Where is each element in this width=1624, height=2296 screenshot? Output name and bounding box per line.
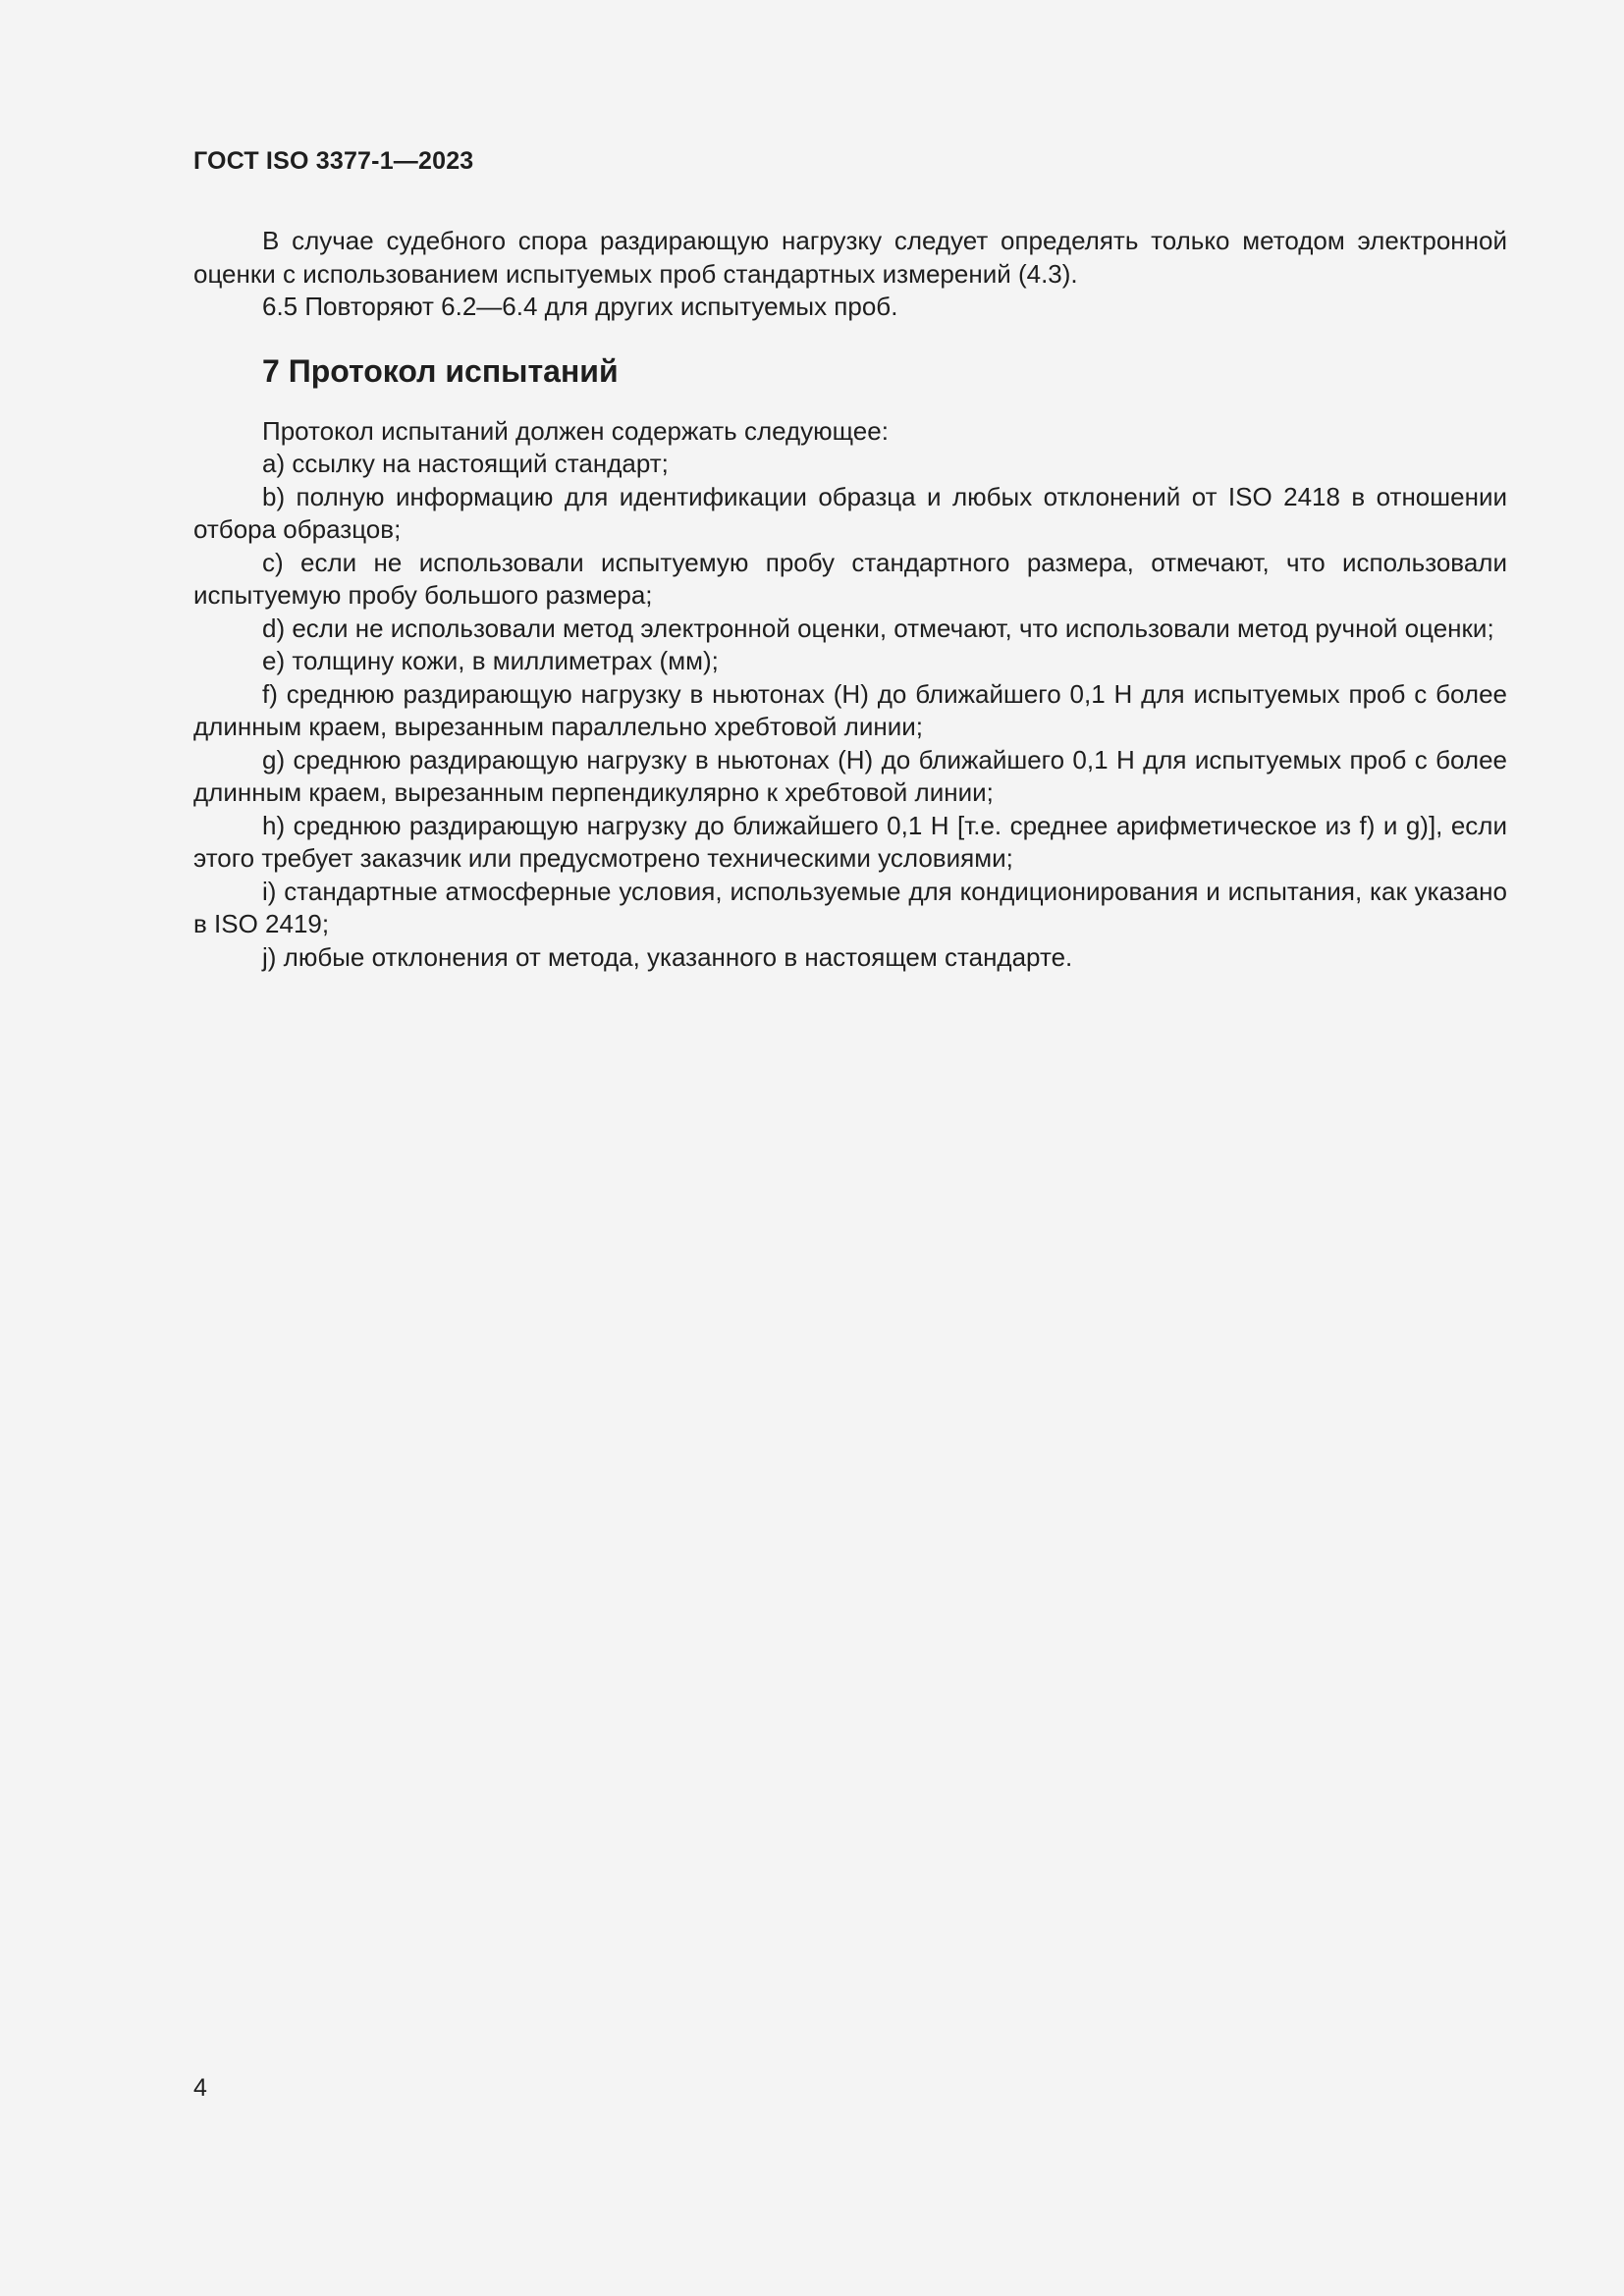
list-item-c: c) если не использовали испытуемую пробу стандартного размера, отмечают, что использовали испытуемую пробу большого размера;: [193, 547, 1507, 610]
page-body: [193, 225, 1507, 974]
page-number: 4: [193, 2074, 207, 2102]
list-item-b: b) полную информацию для идентификации образца и любых отклонений от ISO 2418 в отношении отбора образцов;: [193, 481, 1507, 544]
paragraph-6-5: 6.5 Повторяют 6.2—6.4 для других испытуемых проб.: [262, 292, 898, 321]
section-lead: Протокол испытаний должен содержать следующее:: [262, 415, 889, 446]
list-item-a: a) ссылку на настоящий стандарт;: [262, 449, 669, 478]
list-item-g: g) среднюю раздирающую нагрузку в ньютонах (Н) до ближайшего 0,1 Н для испытуемых проб с более длинным краем, вырезанным перпендикулярно к хребтовой линии;: [193, 744, 1507, 807]
list-item-e: e) толщину кожи, в миллиметрах (мм);: [262, 646, 719, 675]
list-item-i: i) стандартные атмосферные условия, используемые для кондиционирования и испытания, как указано в ISO 2419;: [193, 876, 1507, 938]
list-item-f: f) среднюю раздирающую нагрузку в ньютонах (Н) до ближайшего 0,1 Н для испытуемых проб с более длинным краем, вырезанным параллельно хребтовой линии;: [193, 678, 1507, 741]
list-item-d: d) если не использовали метод электронной оценки, отмечают, что использовали метод ручной оценки;: [262, 613, 1494, 643]
list-item-j: j) любые отклонения от метода, указанного в настоящем стандарте.: [262, 941, 1073, 972]
list-item-h: h) среднюю раздирающую нагрузку до ближайшего 0,1 Н [т.е. среднее арифметическое из f) и g)], если этого требует заказчик или предусмотрено техническими условиями;: [193, 810, 1507, 873]
document-header: ГОСТ ISO 3377-1—2023: [193, 147, 474, 175]
section-title: 7 Протокол испытаний: [262, 352, 619, 389]
paragraph-dispute: В случае судебного спора раздирающую нагрузку следует определять только методом электронной оценки с использованием испытуемых проб стандартных измерений (4.3).: [193, 226, 1507, 289]
